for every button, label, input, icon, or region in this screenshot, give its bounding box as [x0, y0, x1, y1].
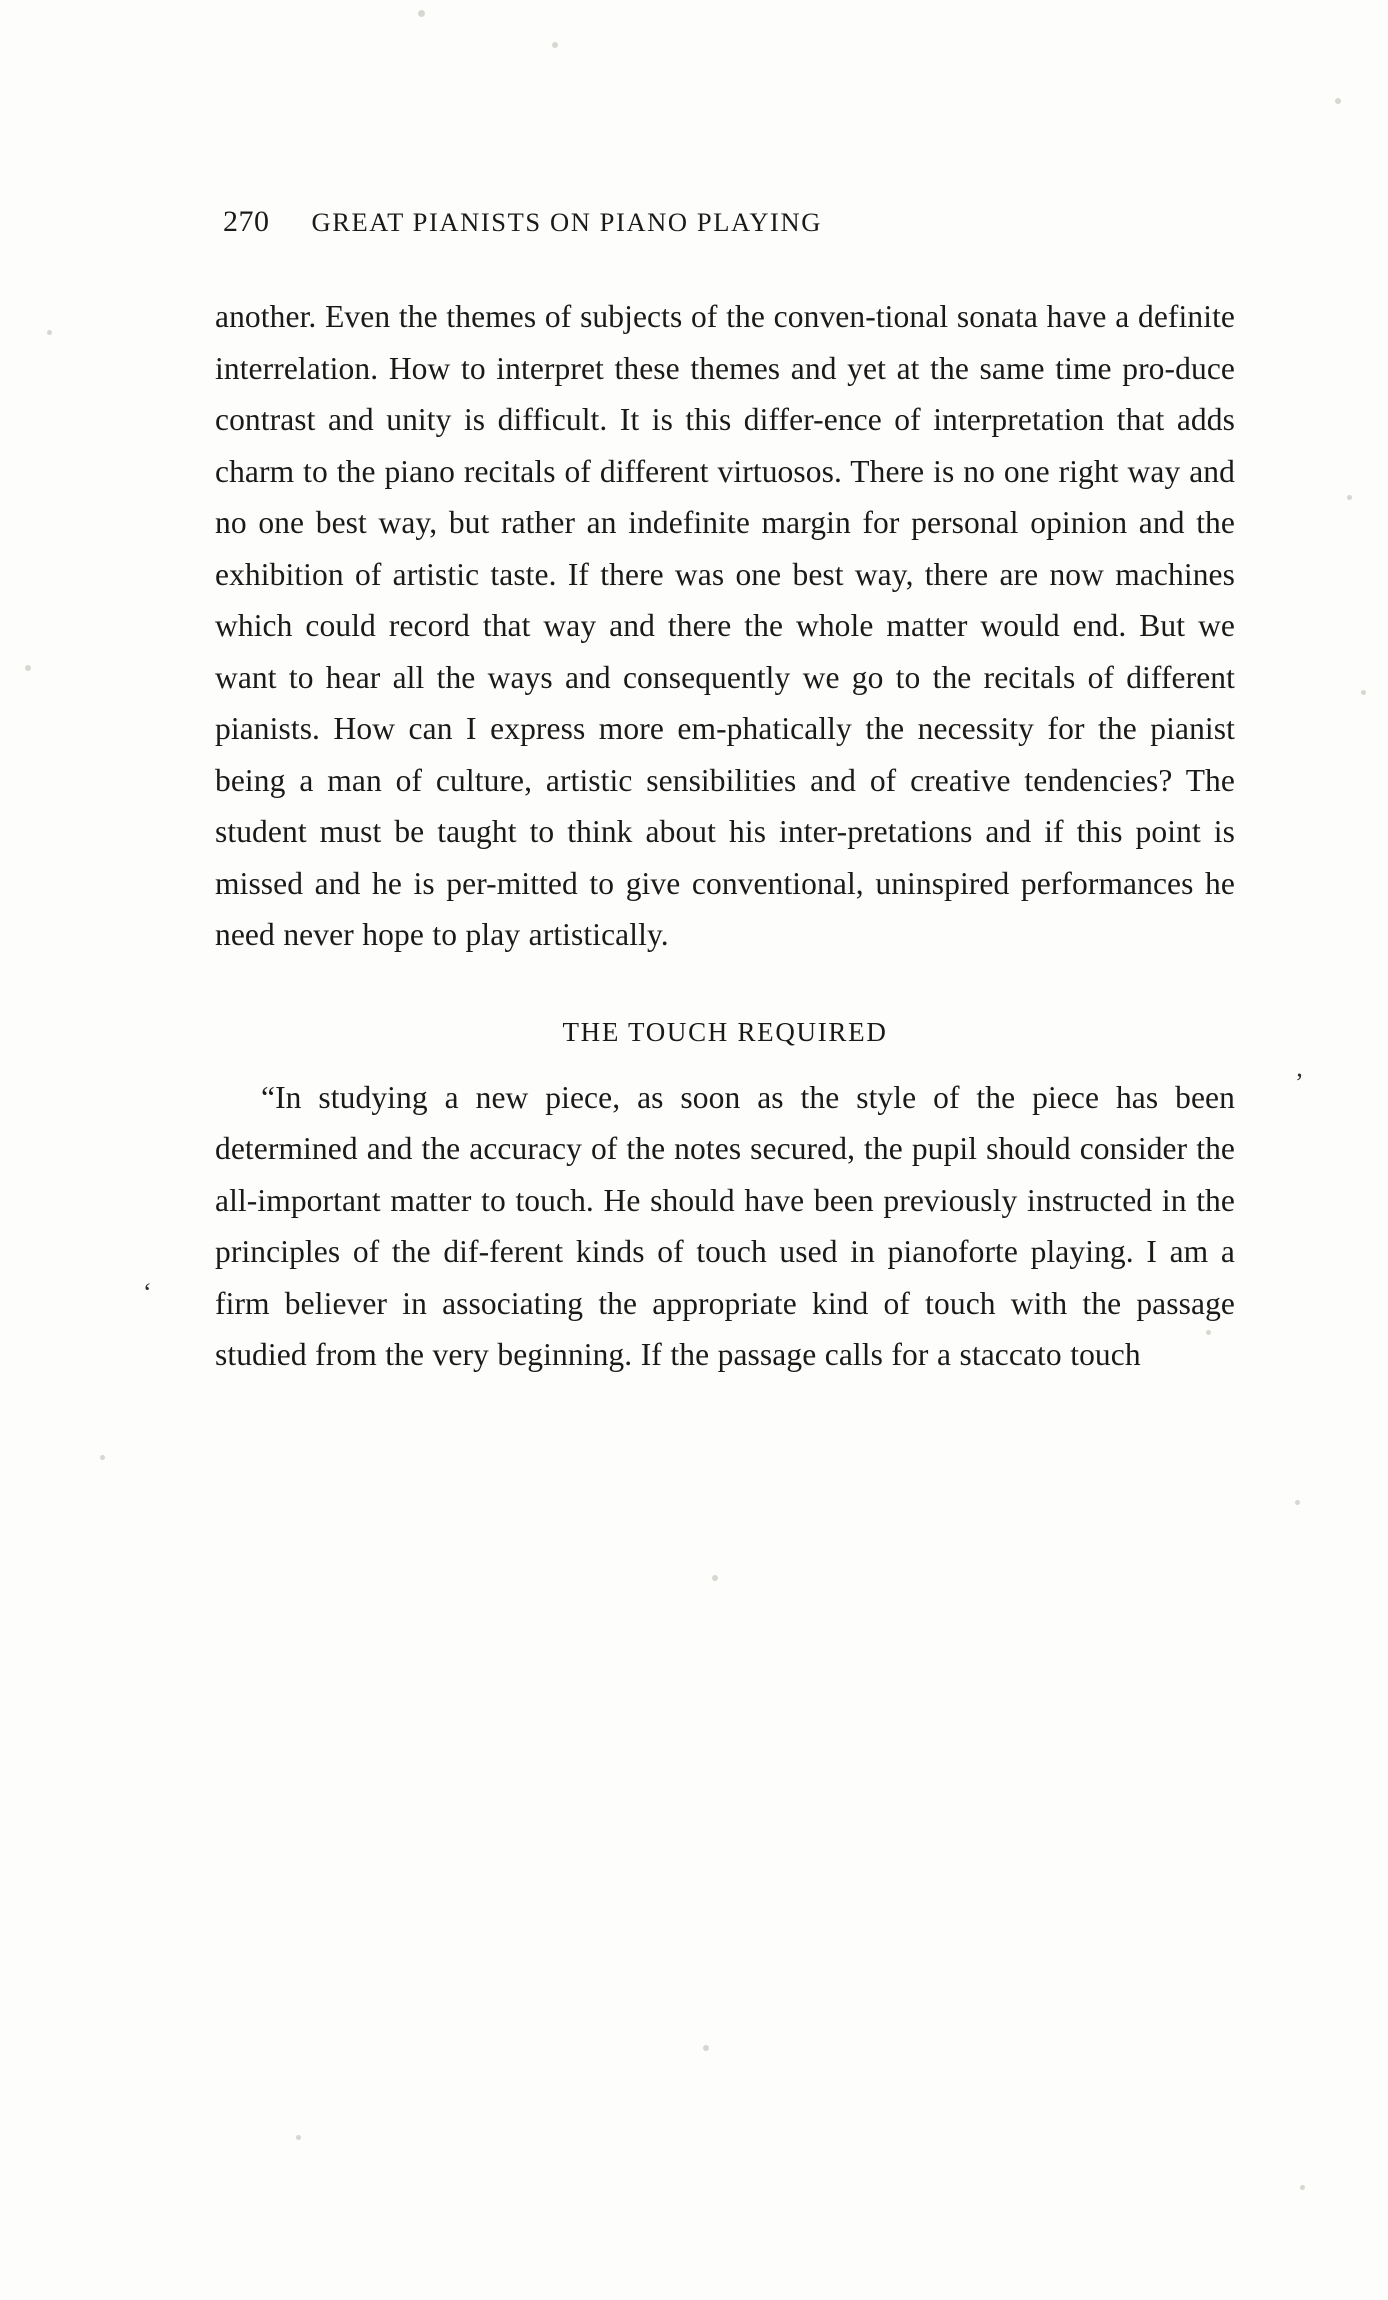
scan-speck: [1361, 690, 1366, 695]
scan-speck: [25, 665, 31, 671]
scan-speck: [1295, 1500, 1300, 1505]
body-text-block: [215, 291, 1235, 961]
scan-speck: [703, 2045, 709, 2051]
section-text-block: [215, 1072, 1235, 1381]
scan-speck: [296, 2135, 301, 2140]
running-head-title: GREAT PIANISTS ON PIANO PLAYING: [311, 207, 822, 237]
scan-speck: [1335, 98, 1341, 104]
scan-speck: [1347, 495, 1352, 500]
scan-speck: [100, 1455, 105, 1460]
running-head: [215, 205, 1235, 239]
section-heading: THE TOUCH REQUIRED: [562, 1016, 888, 1047]
paragraph: “In studying a new piece, as soon as the style of the piece has been determined and the accuracy of the notes secured, the pupil should consider the all-important matter to touch. He should have been previously instructed in the principles of the dif-ferent kinds of touch used in pianoforte playing. I am a firm believer in associating the appropriate kind of touch with the passage studied from the very beginning. If the passage calls for a staccato touch: [215, 1079, 1235, 1372]
margin-mark-left: ‘: [143, 1278, 152, 1307]
page-number: 270: [223, 205, 270, 238]
page-content: [215, 205, 1235, 1381]
scan-speck: [47, 330, 52, 335]
paragraph: another. Even the themes of subjects of the conven-tional sonata have a definite interrelation. How to interpret these themes and yet at the same time pro-duce contrast and unity is difficult. It is this differ-ence of interpretation that adds charm to the piano recitals of different virtuosos. There is no one right way and no one best way, but rather an indefinite margin for personal opinion and the exhibition of artistic taste. If there was one best way, there are now machines which could record that way and there the whole matter would end. But we want to hear all the ways and consequently we go to the recitals of different pianists. How can I express more em-phatically the necessity for the pianist being a man of culture, artistic sensibilities and of creative tendencies? The student must be taught to think about his inter-pretations and if this point is missed and he is per-mitted to give conventional, uninspired performances he need never hope to play artistically.: [215, 299, 1235, 952]
scan-speck: [712, 1575, 718, 1581]
margin-mark-right: ’: [1295, 1068, 1304, 1097]
scan-speck: [1300, 2185, 1305, 2190]
scan-speck: [418, 10, 425, 17]
scan-speck: [552, 42, 558, 48]
